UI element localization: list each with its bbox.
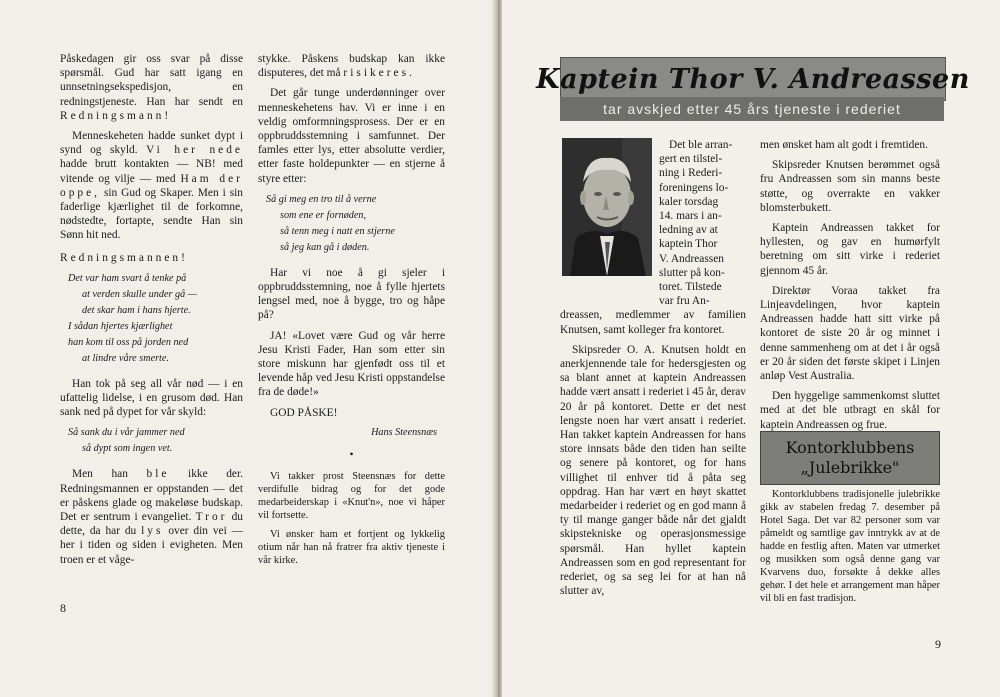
poem-line: Så sank du i vår jammer ned — [68, 427, 185, 439]
left-column-2 — [258, 52, 445, 573]
paragraph: Kontorklubbens tradisjonelle julebrikke gikk av stabelen fredag 7. desember på Hotel Saga. Det var 82 personer som var påmeldt og samtlige gav inntrykk av at de hadde en festlig aften. Maten var utmerket og musikken som også denne gang var Kvarvens duo, forsøkte å dekke alles gehør. I det hele et arrangement man håper vil bli en fast tradisjon. — [760, 489, 940, 604]
left-column-1 — [60, 52, 243, 573]
left-page — [0, 0, 496, 697]
text-line: ning i Rederi- — [659, 167, 723, 180]
text-line: kaler torsdag — [659, 195, 719, 208]
text-line: slutter på kon- — [659, 266, 725, 279]
poem — [68, 425, 243, 457]
paragraph: Påskedagen gir oss svar på disse spørsmål. Gud har satt igang en unnsetningsekspedisjon, en redningstjeneste. Han har sendt en Redningsmann! — [60, 53, 243, 122]
paragraph: Han tok på seg all vår nød — i en ufattelig lidelse, i en grusom død. Han sank ned på dypet for vår skyld: — [60, 377, 243, 419]
signature: Hans Steensnæs — [371, 426, 437, 438]
poem-line: så dypt som ingen vet. — [82, 443, 173, 455]
club-article — [760, 488, 940, 611]
article-subtitle: tar avskjed etter 45 års tjeneste i rederiet — [603, 101, 901, 117]
poem-line: han kom til oss på jorden ned — [68, 336, 189, 348]
paragraph: Skipsreder O. A. Knutsen holdt en anerkjennende tale for hedersgjesten og sa blant annet at kaptein Andreassen hadde vært ansatt i rederiet i 45 år, derav 20 år på kontoret. Dette er det nest lengste noen har vært ansatt i rederiet. Han takket kaptein Andreassen for hans store innsats både den tiden han seilte og senere på kontoret, og for hans villighet til enhver tid å påta seg oppdrag. Han har vært en høyt skattet medarbeider i rederiet og en god mann å ty til mange ganger både når det gjaldt skipstekniske og operasjonsmessige spørsmål. Han hyllet kaptein Andreassen som en god representant for rederiet, og sa seg lei for at han nå slutter av, — [560, 343, 746, 598]
poem — [266, 192, 445, 256]
club-article-title: „Julebrikke" — [800, 458, 900, 477]
paragraph: Direktør Voraa takket fra Linjeavdelingen, hvor kaptein Andreassen hadde hatt sitt virke på kontoret de siste 20 år og minnet i denne sammenheng om at det i år også er 20 år siden det første skipet i Linjen anløp Vest Australia. — [760, 284, 940, 383]
paragraph: Har vi noe å gi sjeler i oppbruddsstemning, noe å fylle hjertets lengsel med, noe å bygge, tro og håpe på? — [258, 266, 445, 322]
poem-line: Så gi meg en tro til å verne — [266, 193, 377, 205]
text-line: V. Andreassen — [659, 252, 724, 265]
section-heading: Redningsmannen! — [60, 251, 188, 264]
wrapped-text-block — [659, 138, 746, 308]
text-line: kaptein Thor — [659, 238, 718, 251]
text-line: var fru An- — [659, 295, 710, 308]
club-article-title-banner — [760, 431, 940, 485]
text-line: foreningens lo- — [659, 181, 729, 194]
poem-line: Det var ham svart å tenke på — [68, 272, 187, 284]
paragraph: Kaptein Andreassen takket for hyllesten, og gav en humørfylt beretning om sitt virke i rederiet gjennom 45 år. — [760, 222, 940, 277]
text-line: Det ble arran- — [669, 139, 733, 151]
right-page — [502, 0, 1000, 697]
text-line: 14. mars i an- — [659, 210, 722, 223]
bullet-divider: • — [349, 449, 354, 462]
paragraph: JA! «Lovet være Gud og vår herre Jesu Kristi Fader, Han som etter sin store miskunn har gjenfødt oss til et levende håp ved Jesu Kristi oppstandelse fra de døde!» — [258, 329, 445, 399]
article-title: Kaptein Thor V. Andreassen — [536, 63, 970, 95]
article-subtitle-bar — [560, 97, 944, 121]
text-line: ledning av at — [659, 224, 718, 237]
page-number: 8 — [60, 601, 66, 615]
poem-line: som ene er fornøden, — [280, 209, 367, 221]
poem-line: at verden skulle under gå — — [82, 288, 197, 300]
poem-line: I sådan hjertes kjærlighet — [68, 320, 173, 332]
paragraph: Skipsreder Knutsen berømmet også fru Andreassen som sin manns beste støtte, og overrakte en vakker blomsterbukett. — [760, 159, 940, 214]
poem — [68, 271, 243, 367]
paragraph: stykke. Påskens budskap kan ikke disputeres, det må risikeres. — [258, 53, 445, 80]
poem-line: så jeg kan gå i døden. — [280, 241, 370, 253]
paragraph: Vi ønsker ham et fortjent og lykkelig otium når han nå fratrer fra aktiv tjeneste i vår kirke. — [258, 529, 445, 567]
paragraph: Vi takker prost Steensnæs for dette verdifulle bidrag og for det gode medarbeiderskap i «Knut'n», noe vi håper vil fortsette. — [258, 471, 445, 522]
poem-line: at lindre våre smerte. — [82, 352, 169, 364]
text-line: gert en tilstel- — [659, 153, 723, 166]
paragraph: Men han ble ikke der. Redningsmannen er oppstanden — det er påskens glade og makeløse budskap. Det er sentrum i evangeliet. Tror du dette, da har du lys over din vei — her i tiden og siden i evigheten. Men troen er et våge- — [60, 468, 243, 566]
paragraph: men ønsket ham alt godt i fremtiden. — [760, 139, 928, 151]
poem-line: det skar ham i hans hjerte. — [82, 304, 191, 316]
paragraph: dreassen, medlemmer av familien Knutsen, samt kolleger fra kontoret. — [560, 309, 746, 336]
page-number: 9 — [935, 637, 941, 651]
article-title-banner — [536, 57, 970, 101]
right-column-2 — [760, 138, 940, 438]
right-column-1 — [560, 138, 746, 605]
paragraph: Den hyggelige sammenkomst sluttet med at det ble utbragt en skål for kaptein Andreassen og frue. — [760, 390, 940, 431]
text-line: toret. Tilstede — [659, 281, 722, 294]
paragraph: Det går tunge underdønninger over menneskehetens hav. Vi er inne i en veldig omformningsprosess. Der er en oppbruddsstemning i samfunnet. Der famles etter lys, etter absolutte verdier, etter faste holdepunkter — en stjerne å styre etter: — [258, 87, 445, 185]
paragraph: GOD PÅSKE! — [270, 406, 338, 419]
paragraph: Menneskeheten hadde sunket dypt i synd og skyld. Vi her nede hadde brutt kontakten — NB! med vitende og vilje — med Ham der oppe, sin Gud og Skaper. Men i sin faderlige kjærlighet til de forkomne, nødstedte, fortapte, sendte Han sin Sønn hit ned. — [60, 130, 243, 242]
club-article-title: Kontorklubbens — [785, 438, 915, 457]
poem-line: så tenn meg i natt en stjerne — [280, 225, 395, 237]
